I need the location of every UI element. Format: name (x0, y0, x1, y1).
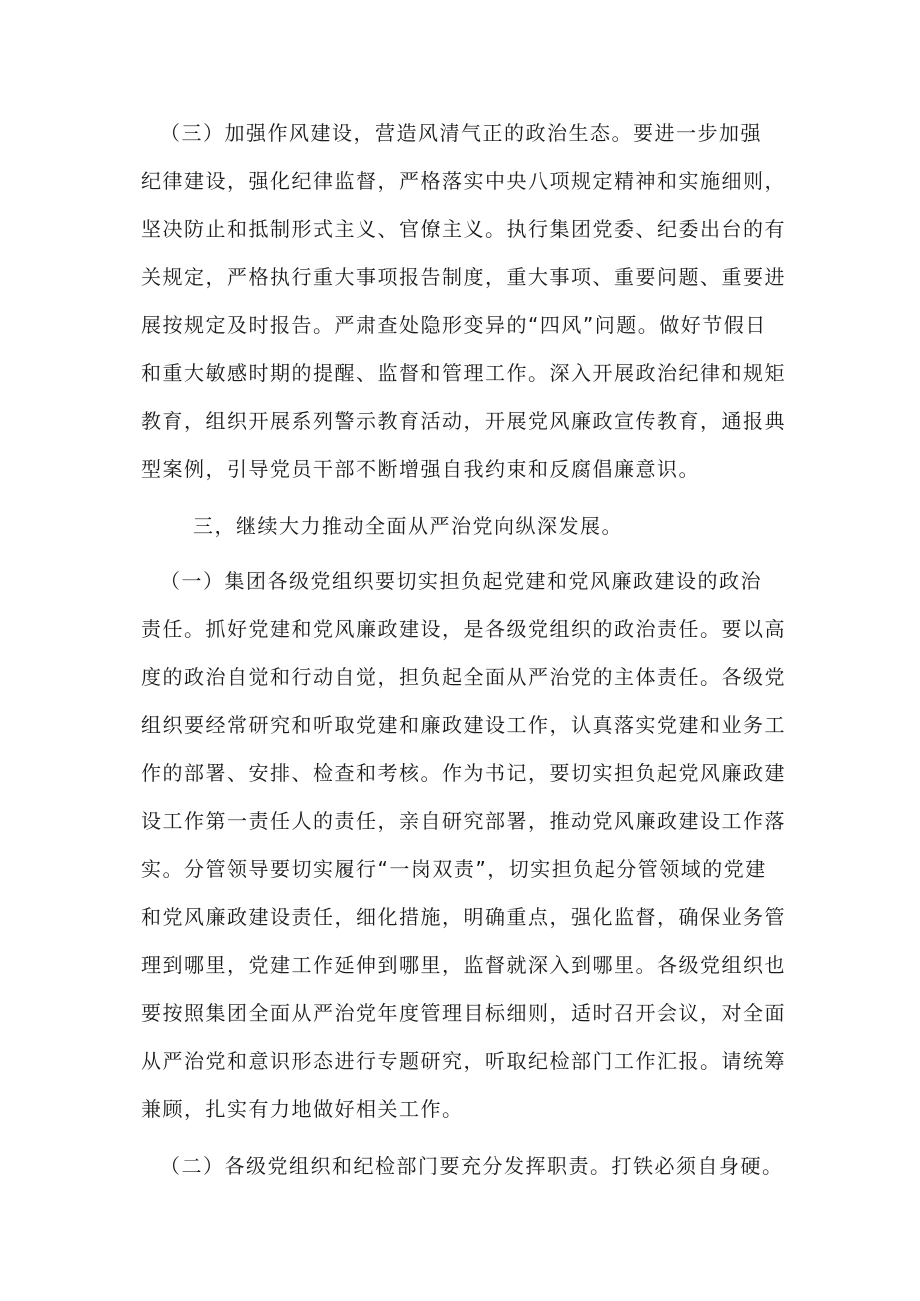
text-line: （二）各级党组织和纪检部门要充分发挥职责。打铁必须自身硬。 (160, 1154, 784, 1178)
text-line: 型案例，引导党员干部不断增强自我约束和反腐倡廉意识。 (141, 457, 700, 481)
text-line: 坚决防止和抵制形式主义、官僚主义。执行集团党委、纪委出台的有 (141, 217, 786, 241)
text-line: 教育，组织开展系列警示教育活动，开展党风廉政宣传教育，通报典 (141, 409, 786, 433)
text-line: 关规定，严格执行重大事项报告制度，重大事项、重要问题、重要进 (141, 265, 786, 289)
text-line: （一）集团各级党组织要切实担负起党建和党风廉政建设的政治 (160, 569, 762, 593)
text-line: 设工作第一责任人的责任，亲自研究部署，推动党风廉政建设工作落 (141, 809, 786, 833)
text-line: 组织要经常研究和听取党建和廉政建设工作，认真落实党建和业务工 (141, 713, 786, 737)
text-line: 从严治党和意识形态进行专题研究，听取纪检部门工作汇报。请统筹 (141, 1049, 786, 1073)
text-line: 责任。抓好党建和党风廉政建设，是各级党组织的政治责任。要以高 (141, 617, 786, 641)
text-line: 理到哪里，党建工作延伸到哪里，监督就深入到哪里。各级党组织也 (141, 953, 786, 977)
text-line: （三）加强作风建设，营造风清气正的政治生态。要进一步加强 (160, 121, 762, 145)
text-line: 展按规定及时报告。严肃查处隐形变异的“四风”问题。做好节假日 (141, 313, 767, 337)
text-line: 作的部署、安排、检查和考核。作为书记，要切实担负起党风廉政建 (141, 761, 786, 785)
text-line: 度的政治自觉和行动自觉，担负起全面从严治党的主体责任。各级党 (141, 665, 786, 689)
text-line: 纪律建设，强化纪律监督，严格落实中央八项规定精神和实施细则， (141, 169, 786, 193)
text-line: 要按照集团全面从严治党年度管理目标细则，适时召开会议，对全面 (141, 1001, 786, 1025)
text-line: 和重大敏感时期的提醒、监督和管理工作。深入开展政治纪律和规矩 (141, 361, 786, 385)
text-line: 实。分管领导要切实履行“一岗双责”，切实担负起分管领域的党建 (141, 857, 767, 881)
text-line: 兼顾，扎实有力地做好相关工作。 (141, 1097, 464, 1121)
section-heading: 三，继续大力推动全面从严治党向纵深发展。 (193, 514, 623, 538)
text-line: 和党风廉政建设责任，细化措施，明确重点，强化监督，确保业务管 (141, 905, 786, 929)
